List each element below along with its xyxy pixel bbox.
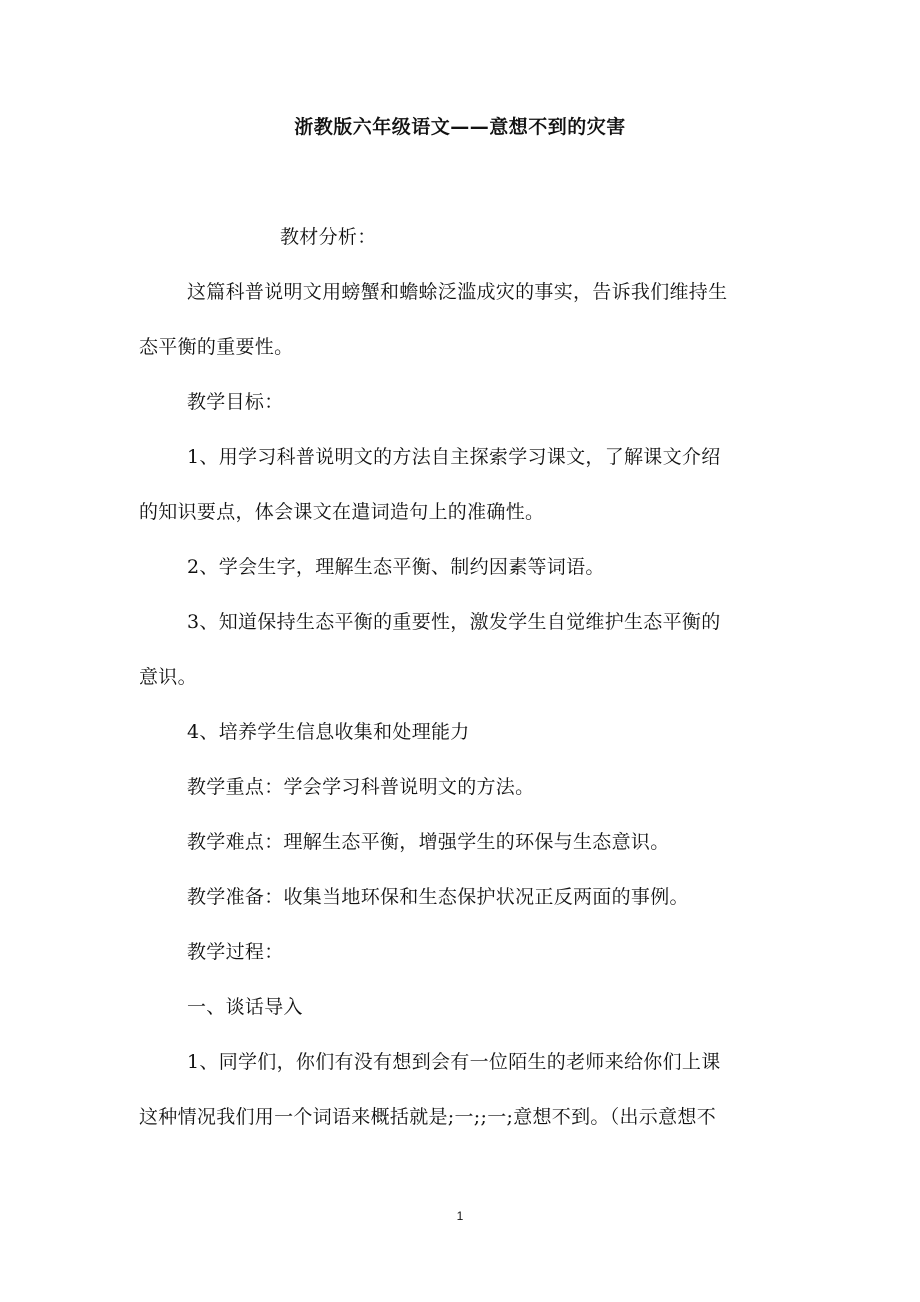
document-title: 浙教版六年级语文——意想不到的灾害 xyxy=(294,116,626,138)
paragraph-line: 教学准备：收集当地环保和生态保护状况正反两面的事例。 xyxy=(187,886,689,908)
section-heading-materials-analysis: 教材分析： xyxy=(280,226,377,248)
paragraph-line: 的知识要点，体会课文在遣词造句上的准确性。 xyxy=(139,501,545,523)
paragraph-line: 1、同学们，你们有没有想到会有一位陌生的老师来给你们上课 xyxy=(187,1051,721,1073)
page-number: 1 xyxy=(456,1209,464,1223)
paragraph-line: 意识。 xyxy=(139,666,197,688)
section-heading-intro: 一、谈话导入 xyxy=(187,996,303,1018)
paragraph-line: 教学重点：学会学习科普说明文的方法。 xyxy=(187,776,535,798)
section-heading-teaching-process: 教学过程： xyxy=(187,941,284,963)
paragraph-line: 这种情况我们用一个词语来概括就是;一;;一;意想不到。（出示意想不 xyxy=(139,1106,717,1128)
paragraph-line: 1、用学习科普说明文的方法自主探索学习课文，了解课文介绍 xyxy=(187,446,721,468)
paragraph-line: 态平衡的重要性。 xyxy=(139,336,294,358)
paragraph-line: 3、知道保持生态平衡的重要性，激发学生自觉维护生态平衡的 xyxy=(187,611,721,633)
paragraph-line: 教学难点：理解生态平衡，增强学生的环保与生态意识。 xyxy=(187,831,670,853)
paragraph-line: 2、学会生字，理解生态平衡、制约因素等词语。 xyxy=(187,556,605,578)
paragraph-line: 这篇科普说明文用螃蟹和蟾蜍泛滥成灾的事实，告诉我们维持生 xyxy=(187,281,728,303)
section-heading-teaching-goals: 教学目标： xyxy=(187,391,284,413)
paragraph-line: 4、培养学生信息收集和处理能力 xyxy=(187,721,470,743)
